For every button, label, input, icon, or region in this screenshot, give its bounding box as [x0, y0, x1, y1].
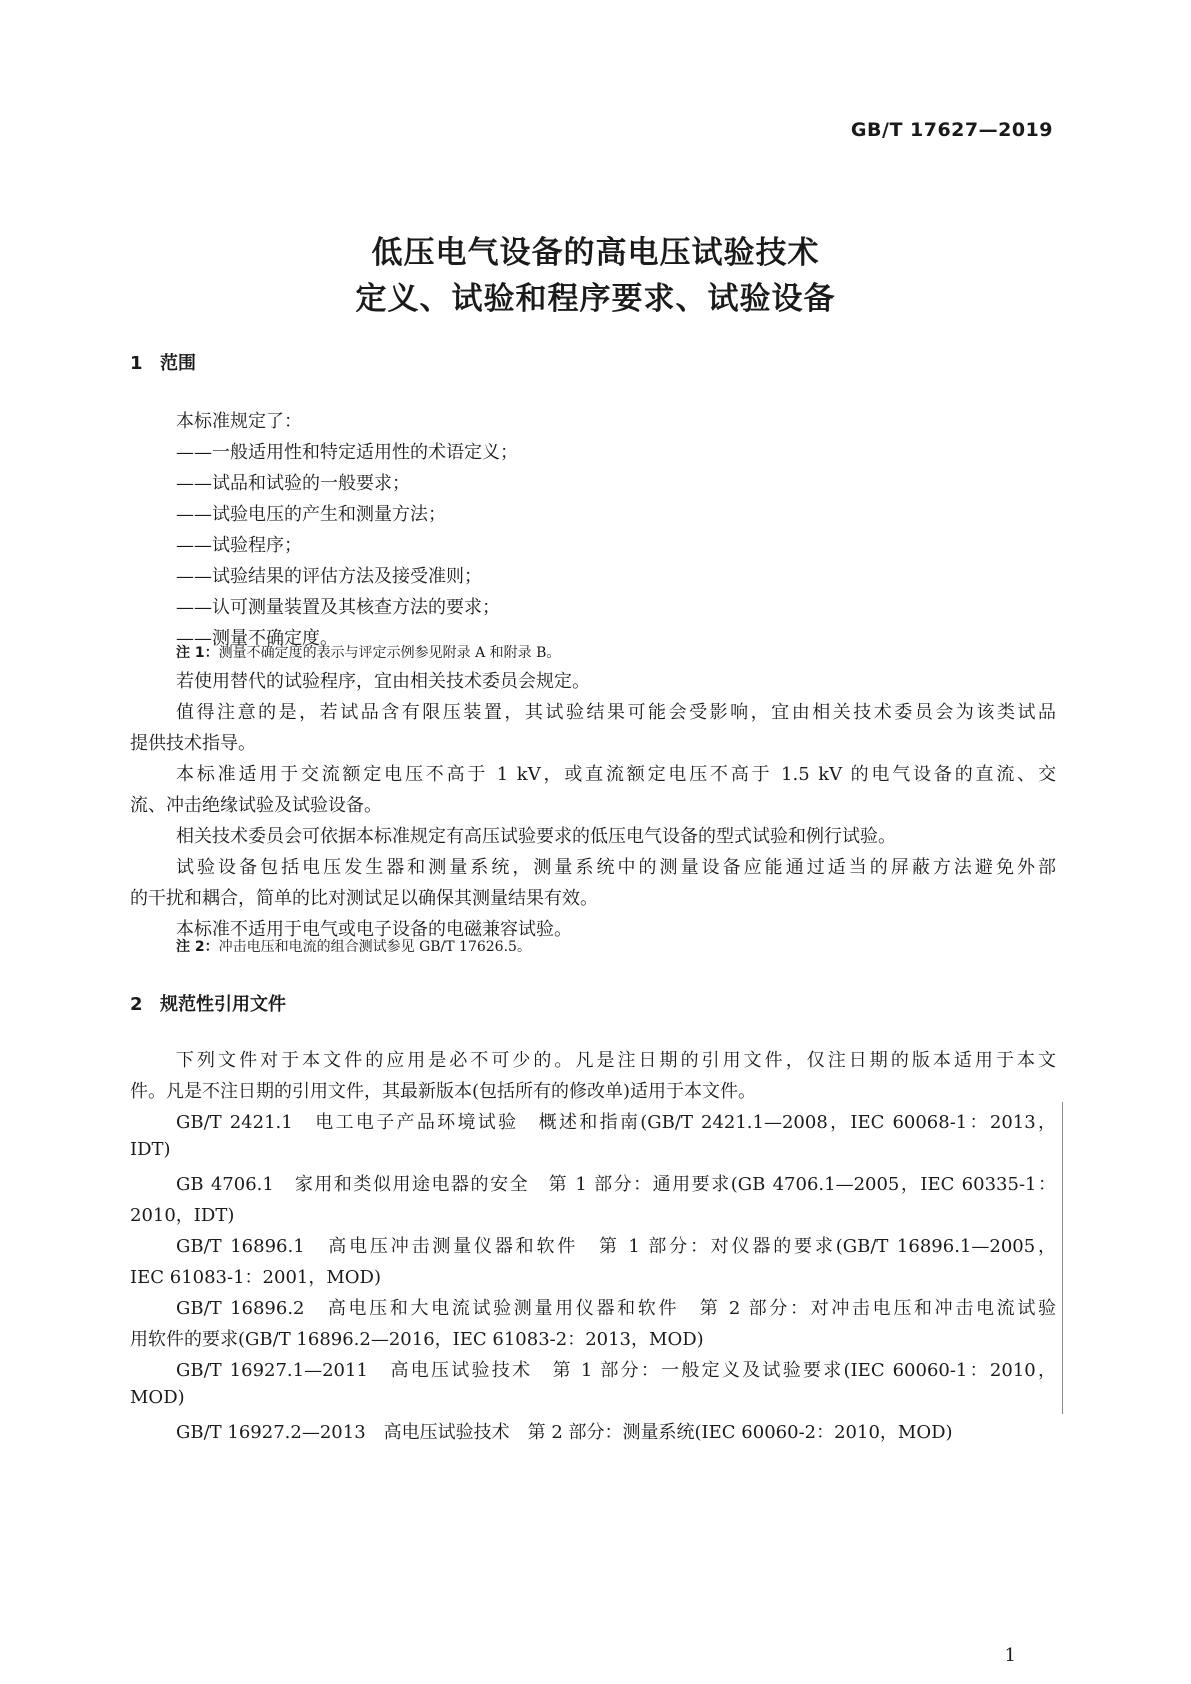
scope-item: ——测量不确定度。 [176, 628, 338, 649]
reference-entry: GB/T 16927.2—2013 高电压试验技术 第 2 部分：测量系统(IEC 60060-2：2010，MOD) [176, 1422, 953, 1443]
paragraph: 相关技术委员会可依据本标准规定有高压试验要求的低压电气设备的型式试验和例行试验。 [176, 826, 896, 847]
page-number: 1 [1004, 1645, 1016, 1666]
scope-item: ——试验结果的评估方法及接受准则； [176, 566, 482, 587]
note-2 [176, 936, 531, 956]
reference-entry: GB/T 16896.1 高电压冲击测量仪器和软件 第 1 部分：对仪器的要求(GB/T 16896.1—2005， [176, 1236, 1056, 1257]
document-title-line-1: 低压电气设备的高电压试验技术 [371, 235, 820, 271]
section-1-heading [130, 349, 196, 375]
scope-item: ——试验电压的产生和测量方法； [176, 504, 446, 525]
scope-intro: 本标准规定了： [176, 411, 302, 432]
note-2-text: 冲击电压和电流的组合测试参见 GB/T 17626.5。 [218, 939, 531, 955]
section-2-heading [130, 990, 286, 1016]
section-2-number: 2 [130, 994, 143, 1015]
paragraph-line: 值得注意的是，若试品含有限压装置，其试验结果可能会受影响，宜由相关技术委员会为该类试品 [176, 702, 1056, 723]
paragraph-line: 流、冲击绝缘试验及试验设备。 [130, 795, 382, 816]
paragraph-line: 提供技术指导。 [130, 733, 256, 754]
section-2-title: 规范性引用文件 [160, 994, 286, 1015]
paragraph-line: 件。凡是不注日期的引用文件，其最新版本(包括所有的修改单)适用于本文件。 [130, 1081, 757, 1102]
scan-edge-line [1062, 1102, 1063, 1414]
scope-item: ——试验程序； [176, 535, 302, 556]
reference-entry: GB/T 16896.2 高电压和大电流试验测量用仪器和软件 第 2 部分：对冲击电压和冲击电流试验 [176, 1298, 1056, 1319]
note-1 [176, 642, 560, 662]
paragraph-line: 本标准适用于交流额定电压不高于 1 kV，或直流额定电压不高于 1.5 kV 的电气设备的直流、交 [176, 764, 1056, 785]
scope-item: ——认可测量装置及其核查方法的要求； [176, 597, 500, 618]
reference-entry: GB/T 2421.1 电工电子产品环境试验 概述和指南(GB/T 2421.1—2008，IEC 60068-1：2013， [176, 1112, 1056, 1133]
paragraph-line: 的干扰和耦合，简单的比对测试足以确保其测量结果有效。 [130, 888, 598, 909]
reference-entry-cont: IEC 61083-1：2001，MOD) [130, 1267, 381, 1288]
reference-entry-cont: 用软件的要求(GB/T 16896.2—2016，IEC 61083-2：2013，MOD) [130, 1329, 704, 1350]
section-1-number: 1 [130, 353, 143, 374]
note-1-text: 测量不确定度的表示与评定示例参见附录 A 和附录 B。 [218, 645, 561, 661]
paragraph: 若使用替代的试验程序，宜由相关技术委员会规定。 [176, 671, 590, 692]
note-1-label: 注 1： [176, 645, 219, 661]
reference-entry: GB/T 16927.1—2011 高电压试验技术 第 1 部分：一般定义及试验要求(IEC 60060-1：2010， [176, 1360, 1056, 1381]
reference-entry-cont: 2010，IDT) [130, 1205, 235, 1226]
scope-item: ——一般适用性和特定适用性的术语定义； [176, 442, 518, 463]
scope-item: ——试品和试验的一般要求； [176, 473, 410, 494]
paragraph-line: 试验设备包括电压发生器和测量系统，测量系统中的测量设备应能通过适当的屏蔽方法避免外部 [176, 857, 1056, 878]
standard-number: GB/T 17627—2019 [850, 119, 1053, 141]
reference-entry: GB 4706.1 家用和类似用途电器的安全 第 1 部分：通用要求(GB 4706.1—2005，IEC 60335-1： [176, 1174, 1056, 1195]
document-title-line-2: 定义、试验和程序要求、试验设备 [355, 281, 836, 317]
reference-entry-cont: IDT) [130, 1139, 171, 1160]
reference-entry-cont: MOD) [130, 1387, 185, 1408]
note-2-label: 注 2： [176, 939, 219, 955]
paragraph-line: 下列文件对于本文件的应用是必不可少的。凡是注日期的引用文件，仅注日期的版本适用于本文 [176, 1050, 1056, 1071]
paragraph: 本标准不适用于电气或电子设备的电磁兼容试验。 [176, 919, 572, 940]
section-1-title: 范围 [160, 353, 196, 374]
